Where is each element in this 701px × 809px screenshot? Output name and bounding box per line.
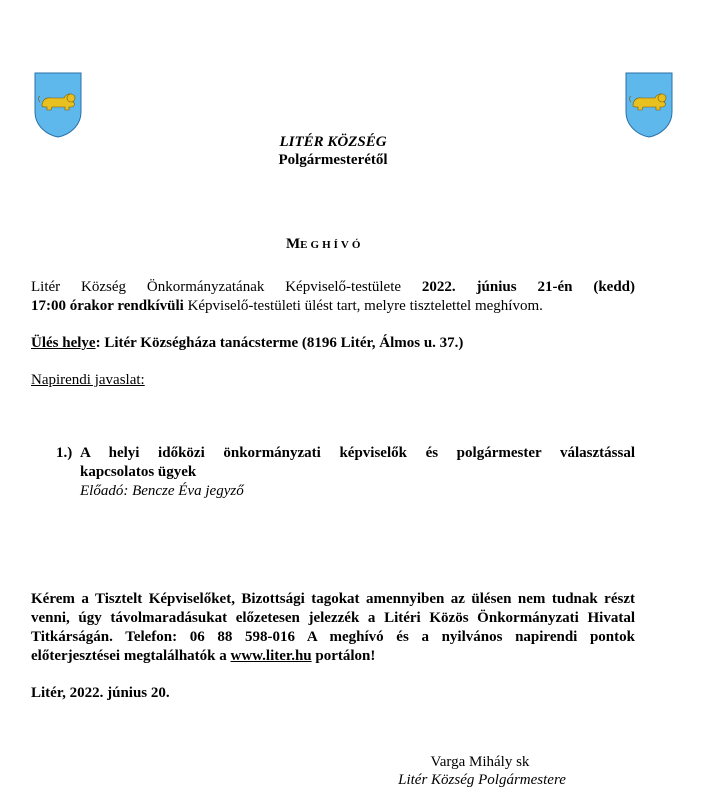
notice-line-4 — [31, 647, 635, 666]
notice-line-3: Titkárságán. Telefon: 06 88 598-016 A meghívó és a nyilvános napirendi pontok — [31, 629, 635, 645]
document-title: LITÉR KÖZSÉG — [279, 134, 387, 150]
intro-text-2: Képviselő-testületi ülést tart, melyre tisztelettel meghívom. — [183, 298, 543, 314]
date-place: Litér, 2022. június 20. — [31, 685, 170, 701]
intro-text: Litér Község Önkormányzatának Képviselő-testülete — [31, 279, 402, 295]
venue-line — [31, 334, 463, 353]
coat-of-arms-icon — [625, 72, 673, 138]
notice-line-1: Kérem a Tisztelt Képviselőket, Bizottsági tagokat amennyiben az ülésen nem tudnak részt — [31, 591, 635, 607]
document-subtitle: Polgármesterétől — [278, 152, 388, 168]
signature-name: Varga Mihály sk — [430, 754, 530, 770]
notice-text: előterjesztései megtalálhatók a — [31, 648, 231, 664]
notice-paragraph — [31, 590, 635, 666]
venue-value: Litér Községháza tanácsterme (8196 Litér, Álmos u. 37.) — [104, 335, 464, 351]
venue-label: Ülés helye — [31, 335, 96, 351]
agenda-label: Napirendi javaslat: — [31, 372, 145, 388]
intro-line-2 — [31, 297, 635, 316]
meeting-date: 2022. június 21-én (kedd) — [421, 279, 636, 295]
agenda-item-title-line-2: kapcsolatos ügyek — [80, 464, 197, 480]
intro-line-1 — [31, 278, 635, 297]
website-link[interactable]: www.liter.hu — [230, 648, 312, 664]
heading-first-letter: M — [286, 236, 301, 252]
notice-line-2: venni, úgy távolmaradásukat előzetesen jelezzék a Litéri Közös Önkormányzati Hivatal — [31, 610, 635, 626]
intro-paragraph — [31, 278, 635, 316]
notice-text-end: portálon! — [311, 648, 376, 664]
venue-colon: : — [95, 335, 105, 351]
agenda-item-number: 1.) — [56, 445, 73, 461]
heading-rest: EGHÍVÓ — [300, 239, 364, 251]
agenda-item-title-line-1: A helyi időközi önkormányzati képviselők és polgármester választással — [80, 445, 635, 461]
signature-role: Litér Község Polgármestere — [398, 772, 566, 788]
invitation-heading — [286, 235, 363, 255]
coat-of-arms-icon — [34, 72, 82, 138]
meeting-time: 17:00 órakor rendkívüli — [31, 298, 184, 314]
agenda-item — [80, 444, 635, 501]
agenda-item-presenter: Előadó: Bencze Éva jegyző — [80, 483, 244, 499]
